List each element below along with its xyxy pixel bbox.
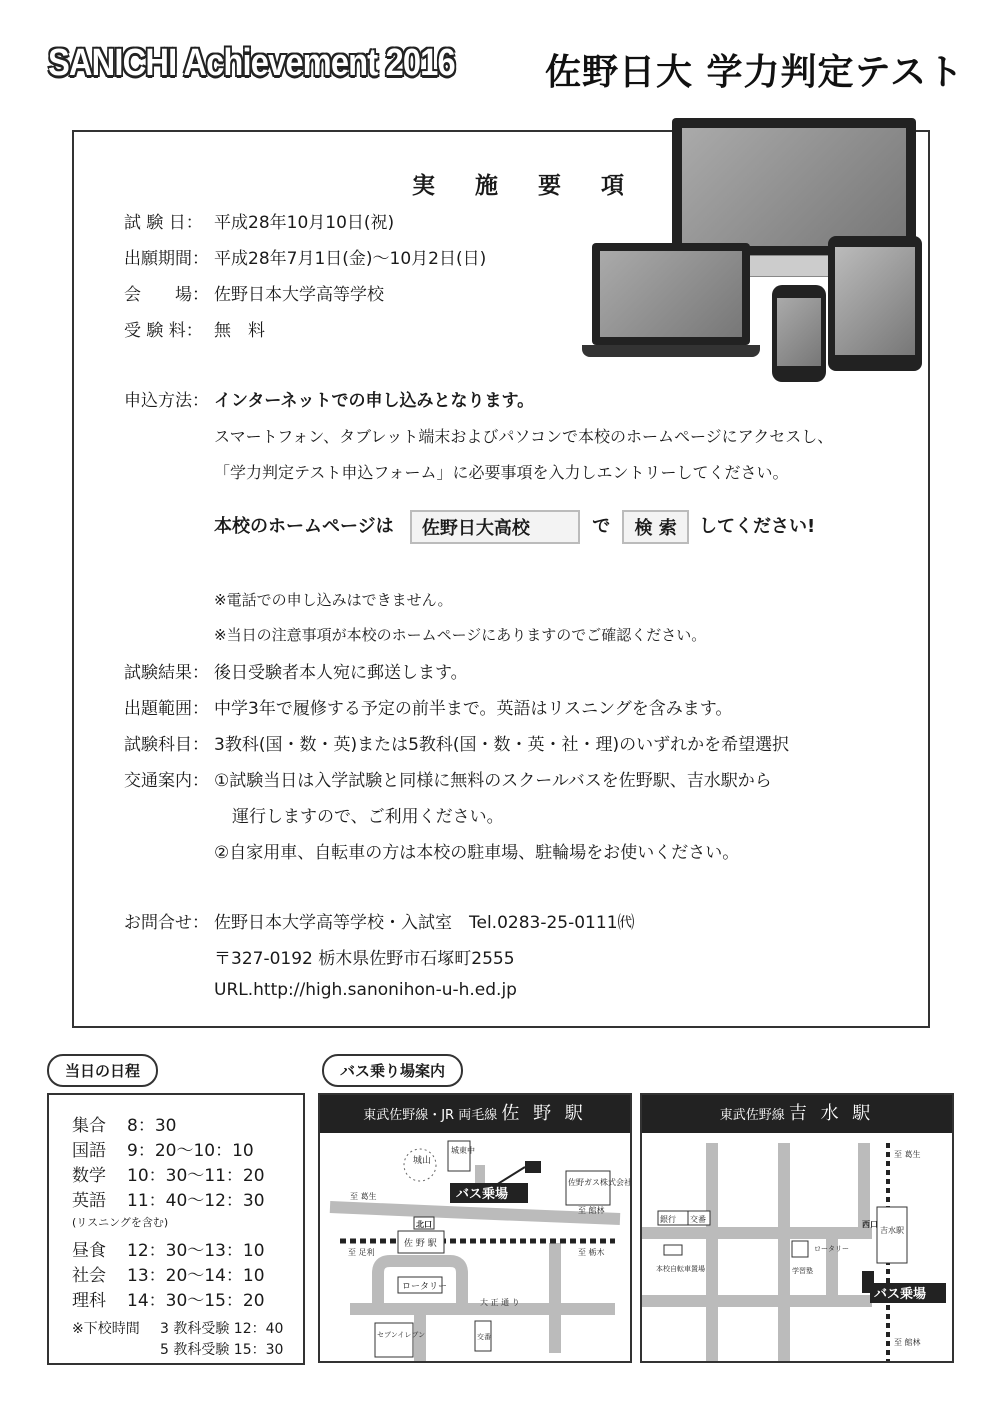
exam-date-label: 試 験 日： [124,213,203,233]
sano-map-header [320,1095,630,1133]
schedule-row: 昼食 12：30〜13：10 [72,1241,265,1261]
label-tatebayashi-y: 至 館林 [894,1338,921,1347]
label-kuzuu-y: 至 葛生 [894,1150,921,1159]
listening-note: (リスニングを含む) [72,1216,169,1229]
label-sano-station: 佐 野 駅 [404,1239,437,1249]
schedule-row: 社会 13：20〜14：10 [72,1266,265,1286]
apply-method-line1: スマートフォン、タブレット端末およびパソコンで本校のホームページにアクセスし、 [214,427,834,446]
label-yoshimizu-station: 吉水駅 [880,1226,904,1235]
note-homepage: ※当日の注意事項が本校のホームページにありますのでご確認ください。 [214,626,707,644]
search-prefix: 本校のホームページは [214,516,394,537]
fee-label: 受 験 料： [124,321,203,341]
search-keyword-box[interactable]: 佐野日大高校 [410,510,580,544]
venue-value: 佐野日本大学高等学校 [214,285,384,305]
access-line1: ①試験当日は入学試験と同様に無料のスクールバスを佐野駅、吉水駅から [214,771,772,791]
label-tatebayashi: 至 館林 [578,1206,605,1215]
dismissal-3-subjects: 3 教科受験 12：40 [160,1321,284,1337]
venue-label: 会 場： [124,285,209,305]
title-english: SANICHI Achievement 2016 [48,42,455,84]
yoshimizu-station-name: 吉 水 駅 [788,1103,875,1124]
fee-value: 無 料 [214,321,265,341]
label-ashikaga: 至 足利 [348,1248,375,1257]
contact-label: お問合せ： [124,913,209,933]
bus-heading: バス乗り場案内 [322,1054,463,1087]
yoshimizu-station-map [640,1093,954,1363]
label-rotary-y: ロータリー [814,1245,849,1253]
search-button[interactable]: 検 索 [622,510,688,544]
label-shiroyama: 城山 [413,1156,432,1166]
laptop-icon [592,243,750,345]
scope-value: 中学3年で履修する予定の前半まで。英語はリスニングを含みます。 [214,699,733,719]
search-suffix: してください! [699,516,816,537]
label-west-exit: 西口 [862,1220,878,1229]
exam-date-value: 平成28年10月10日(祝) [214,213,395,233]
search-instruction [214,510,815,544]
search-middle: で [592,516,611,537]
yoshimizu-map-header [642,1095,952,1133]
schedule-heading: 当日の日程 [47,1054,158,1087]
results-value: 後日受験者本人宛に郵送します。 [214,663,468,683]
outline-title: 実 施 要 項 [412,173,641,199]
access-label: 交通案内： [124,771,209,791]
note-phone: ※電話での申し込みはできません。 [214,591,453,609]
label-north-exit: 北口 [416,1220,432,1229]
application-period-label: 出願期間： [124,249,209,269]
label-seven: セブンイレブン [377,1331,426,1339]
label-joto: 城東中 [451,1146,475,1155]
title-japanese: 佐野日大 学力判定テスト [545,52,965,93]
apply-method-value: インターネットでの申し込みとなります。 [214,391,535,411]
label-gas: 佐野ガス株式会社 [568,1178,632,1187]
schedule-row: 国語 9：20〜10：10 [72,1141,254,1161]
label-bike: 本校自転車置場 [656,1265,705,1273]
results-label: 試験結果： [124,663,209,683]
tablet-icon [828,236,922,371]
schedule-row: 理科 14：30〜15：20 [72,1291,265,1311]
label-taisho: 大 正 通 り [480,1298,520,1307]
label-juku: 学習塾 [792,1267,813,1275]
contact-url[interactable]: URL.http://high.sanonihon-u-h.ed.jp [214,980,517,1000]
smartphone-icon [772,285,826,382]
dismissal-label: ※下校時間 [72,1321,140,1337]
schedule-row: 集合 8：30 [72,1116,177,1136]
sano-map-drawing [320,1133,632,1363]
yoshimizu-line-prefix: 東武佐野線 [719,1108,785,1123]
sano-station-name: 佐 野 駅 [501,1103,587,1124]
sano-station-map [318,1093,632,1363]
yoshimizu-map-drawing [642,1133,954,1363]
subjects-value: 3教科(国・数・英)または5教科(国・数・英・社・理)のいずれかを希望選択 [214,735,790,755]
sano-bus-stop-label: バス乗場 [456,1187,509,1202]
subjects-label: 試験科目： [124,735,209,755]
schedule-row: 英語 11：40〜12：30 [72,1191,265,1211]
laptop-base [582,345,760,357]
contact-address: 〒327-0192 栃木県佐野市石塚町2555 [214,949,515,969]
sano-line-prefix: 東武佐野線・JR 両毛線 [363,1108,498,1123]
schedule-row: 数学 10：30〜11：20 [72,1166,265,1186]
label-kuzuu: 至 葛生 [350,1192,377,1201]
apply-method-label: 申込方法： [124,391,209,411]
label-rotary: ロータリー [402,1282,448,1292]
monitor-stand [742,255,832,277]
application-period-value: 平成28年7月1日(金)〜10月2日(日) [214,249,487,269]
apply-method-line2: 「学力判定テスト申込フォーム」に必要事項を入力しエントリーしてください。 [214,463,789,482]
yoshimizu-bus-stop-label: バス乗場 [874,1287,927,1302]
label-bank: 銀行 [660,1215,676,1224]
label-koban-y: 交番 [690,1215,706,1224]
contact-line1: 佐野日本大学高等学校・入試室 Tel.0283-25-0111㈹ [214,913,635,933]
scope-label: 出題範囲： [124,699,209,719]
label-koban: 交番 [477,1333,491,1341]
access-line3: ②自家用車、自転車の方は本校の駐車場、駐輪場をお使いください。 [214,843,740,863]
access-line2: 運行しますので、ご利用ください。 [232,807,504,827]
label-tochigi: 至 栃木 [578,1248,605,1257]
dismissal-5-subjects: 5 教科受験 15：30 [160,1342,284,1358]
